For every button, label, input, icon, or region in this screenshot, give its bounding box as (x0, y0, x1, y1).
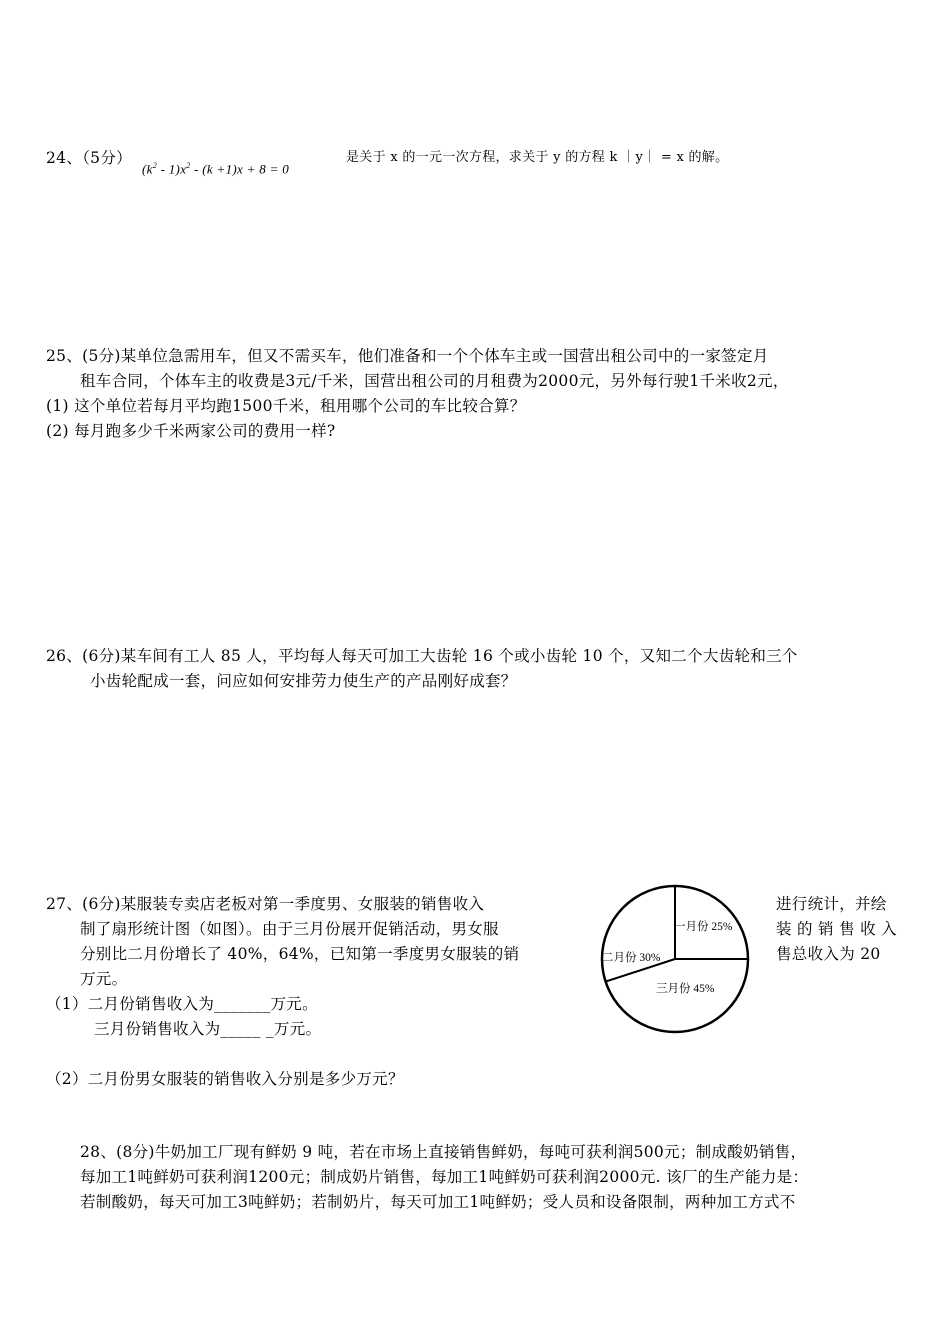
q27-line4: 万元。 (80, 970, 128, 988)
q27-sub1a: （1）二月份销售收入为_______万元。 (46, 995, 318, 1013)
q25-line1: 25、(5分)某单位急需用车，但又不需买车，他们准备和一个个体车主或一国营出租公司中的一家签定月 (46, 347, 769, 365)
q27-line3-right: 售总收入为 20 (776, 945, 881, 963)
q24-number: 24、（5分） (46, 149, 132, 167)
q27-line3-left: 分别比二月份增长了 40%，64%，已知第一季度男女服装的销 (80, 945, 520, 963)
q27-sub1b: 三月份销售收入为_____ _万元。 (94, 1020, 322, 1038)
q27-line2-left: 制了扇形统计图（如图）。由于三月份展开促销活动，男女服 (80, 920, 499, 938)
slice-label-march: 三月份 45% (656, 983, 715, 995)
q25-sub2: (2) 每月跑多少千米两家公司的费用一样? (46, 422, 336, 440)
q26-line2: 小齿轮配成一套，问应如何安排劳力使生产的产品刚好成套？ (90, 672, 517, 690)
q28-line2: 每加工1吨鲜奶可获利润1200元；制成奶片销售，每加工1吨鲜奶可获利润2000元. 该厂的生产能力是： (80, 1168, 809, 1186)
slice-label-february: 二月份 30% (602, 952, 661, 964)
q28-line3: 若制酸奶，每天可加工3吨鲜奶；若制奶片，每天可加工1吨鲜奶；受人员和设备限制，两种加工方式不 (80, 1193, 796, 1211)
q25-sub1: (1) 这个单位若每月平均跑1500千米，租用哪个公司的车比较合算？ (46, 397, 526, 415)
q24-text: 是关于 x 的一元一次方程，求关于 y 的方程 k ｜y｜ = x 的解。 (346, 150, 729, 165)
q27-sub2: （2）二月份男女服装的销售收入分别是多少万元？ (46, 1070, 404, 1088)
q27-line1-left: 27、(6分)某服装专卖店老板对第一季度男、女服装的销售收入 (46, 895, 485, 913)
q27-line2-right: 装 的 销 售 收 入 (776, 920, 897, 938)
sales-pie-chart (598, 882, 752, 1036)
q24-equation: $(k^2 - 1)x^2 - (k +1)x + 8 = 0$ (142, 161, 290, 177)
q27-line1-right: 进行统计，并绘 (776, 895, 887, 913)
q26-line1: 26、(6分)某车间有工人 85 人，平均每人每天可加工大齿轮 16 个或小齿轮 10 个，又知二个大齿轮和三个 (46, 647, 798, 665)
slice-label-january: 一月份 25% (674, 921, 733, 933)
q28-line1: 28、(8分)牛奶加工厂现有鲜奶 9 吨，若在市场上直接销售鲜奶，每吨可获利润500元；制成酸奶销售， (80, 1143, 807, 1161)
q25-line2: 租车合同，个体车主的收费是3元/千米，国营出租公司的月租费为2000元，另外每行驶1千米收2元， (80, 372, 789, 390)
